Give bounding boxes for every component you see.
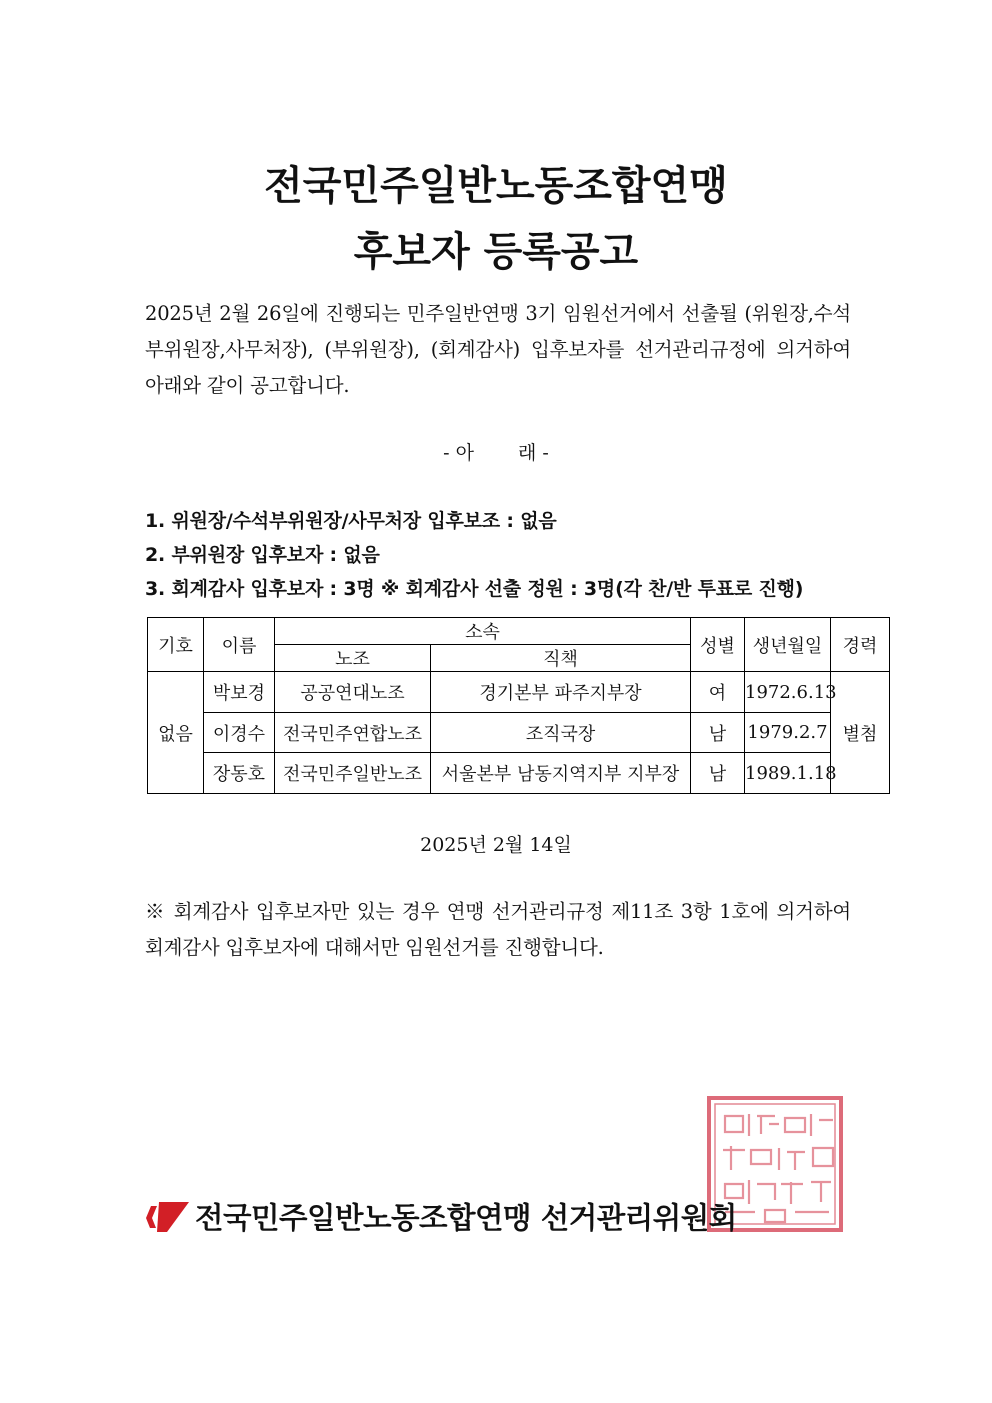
below-heading (0, 438, 992, 465)
cell-union: 공공연대노조 (275, 672, 431, 713)
table-row (148, 753, 890, 794)
cell-position: 서울본부 남동지역지부 지부장 (431, 753, 691, 794)
footer-signature (145, 1196, 737, 1236)
cell-union: 전국민주연합노조 (275, 713, 431, 753)
career-cell: 별첨 (831, 672, 890, 794)
header-symbol: 기호 (148, 618, 204, 672)
intro-paragraph: 2025년 2월 26일에 진행되는 민주일반연맹 3기 임원선거에서 선출될 (위원장,수석부위원장,사무처장), (부위원장), (회계감사) 입후보자를 선거관리규정에 의거하여 아래와 같이 공고합니다. (145, 302, 851, 397)
table-row (148, 672, 890, 713)
title-notice: 후보자 등록공고 (353, 229, 639, 275)
header-affiliation: 소속 (275, 618, 691, 645)
below-heading-left: - 아 (443, 442, 474, 464)
cell-birth: 1972.6.13 (745, 672, 831, 713)
cell-birth: 1989.1.18 (745, 753, 831, 794)
header-name: 이름 (204, 618, 275, 672)
cell-gender: 남 (691, 753, 745, 794)
notice-date: 2025년 2월 14일 (420, 834, 572, 856)
header-birth: 생년월일 (745, 618, 831, 672)
note-paragraph: ※ 회계감사 입후보자만 있는 경우 연맹 선거관리규정 제11조 3항 1호에 의거하여 회계감사 입후보자에 대해서만 임원선거를 진행합니다. (145, 900, 851, 959)
item-2: 2. 부위원장 입후보자 : 없음 (145, 544, 380, 566)
cell-position: 조직국장 (431, 713, 691, 753)
item-3: 3. 회계감사 입후보자 : 3명 ※ 회계감사 선출 정원 : 3명(각 찬/반 투표로 진행) (145, 578, 804, 600)
table-row (148, 713, 890, 753)
below-heading-right: 래 - (518, 442, 549, 464)
header-career: 경력 (831, 618, 890, 672)
cell-union: 전국민주일반노조 (275, 753, 431, 794)
federation-logo-icon (145, 1198, 189, 1234)
cell-gender: 여 (691, 672, 745, 713)
header-gender: 성별 (691, 618, 745, 672)
cell-gender: 남 (691, 713, 745, 753)
candidate-table (147, 617, 890, 794)
title-org: 전국민주일반노동조합연맹 (264, 163, 728, 209)
footer-text: 전국민주일반노동조합연맹 선거관리위원회 (195, 1201, 737, 1235)
item-list (145, 504, 803, 606)
item-1: 1. 위원장/수석부위원장/사무처장 입후보조 : 없음 (145, 510, 557, 532)
cell-name: 이경수 (204, 713, 275, 753)
cell-birth: 1979.2.7 (745, 713, 831, 753)
cell-name: 박보경 (204, 672, 275, 713)
cell-position: 경기본부 파주지부장 (431, 672, 691, 713)
cell-name: 장동호 (204, 753, 275, 794)
symbol-cell: 없음 (148, 672, 204, 794)
header-union: 노조 (275, 645, 431, 672)
header-position: 직책 (431, 645, 691, 672)
